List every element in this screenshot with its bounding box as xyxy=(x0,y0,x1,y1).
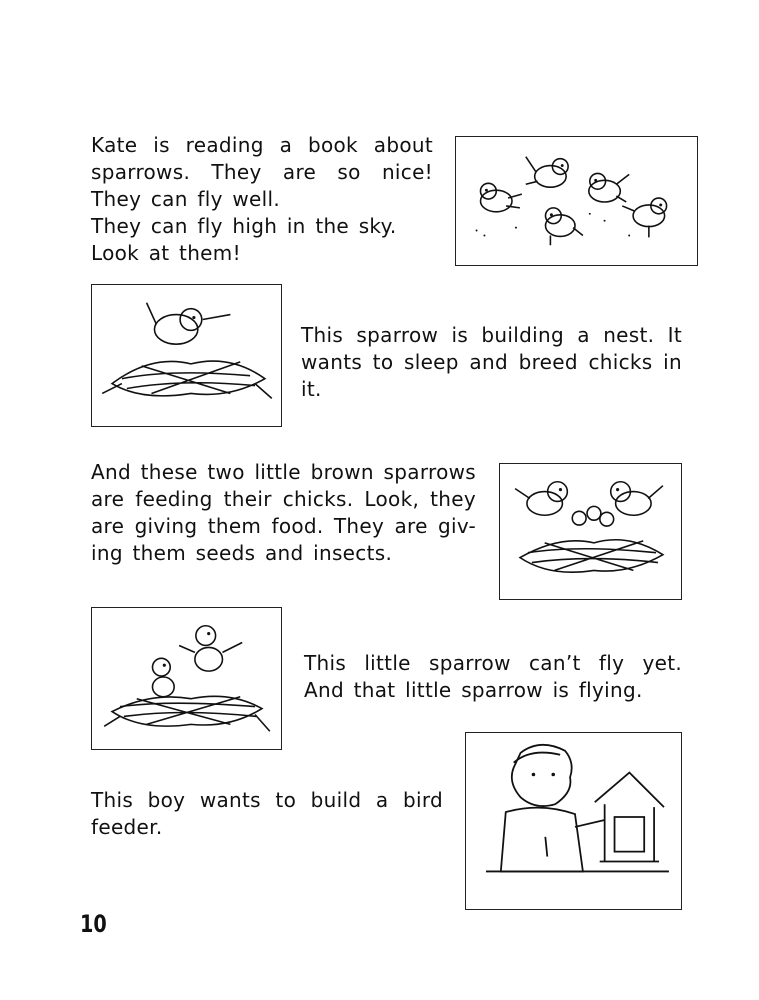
text-line: are feeding their chicks. Look, they xyxy=(91,487,476,511)
text-line: Kate is reading a book about xyxy=(91,133,433,157)
text-line: are giving them food. They are giv- xyxy=(91,514,476,538)
text-line: This little sparrow can’t fly yet. xyxy=(304,651,682,675)
text-line: Look at them! xyxy=(91,241,241,265)
text-line: And that little sparrow is flying. xyxy=(304,678,643,702)
illustration-little-sparrows xyxy=(91,607,282,750)
text-line: ing them seeds and insects. xyxy=(91,541,393,565)
illustration-sparrow-nest xyxy=(91,284,282,427)
paragraph-boy-feeder xyxy=(91,787,443,841)
illustration-sparrows-flock xyxy=(455,136,698,266)
illustration-boy-bird-feeder xyxy=(465,732,682,910)
sparrow-nest-drawing xyxy=(92,285,281,426)
text-line: This boy wants to build a bird xyxy=(91,788,443,812)
text-line: This sparrow is building a nest. It xyxy=(301,323,682,347)
feeding-chicks-drawing xyxy=(500,464,681,599)
little-sparrows-drawing xyxy=(92,608,281,749)
boy-bird-feeder-drawing xyxy=(466,733,681,909)
text-line: They can fly high in the sky. xyxy=(91,214,397,238)
text-line: wants to sleep and breed chicks in xyxy=(301,350,682,374)
page-number: 10 xyxy=(80,910,107,938)
paragraph-sparrows-intro xyxy=(91,132,433,267)
paragraph-nest-building xyxy=(301,322,682,403)
text-line: They can fly well. xyxy=(91,187,280,211)
paragraph-little-sparrows xyxy=(304,650,682,704)
illustration-feeding-chicks xyxy=(499,463,682,600)
sparrows-flock-drawing xyxy=(456,137,697,265)
text-line: And these two little brown sparrows xyxy=(91,460,476,484)
text-line: feeder. xyxy=(91,815,163,839)
text-line: it. xyxy=(301,377,322,401)
text-line: sparrows. They are so nice! xyxy=(91,160,433,184)
paragraph-feeding-chicks xyxy=(91,459,476,567)
